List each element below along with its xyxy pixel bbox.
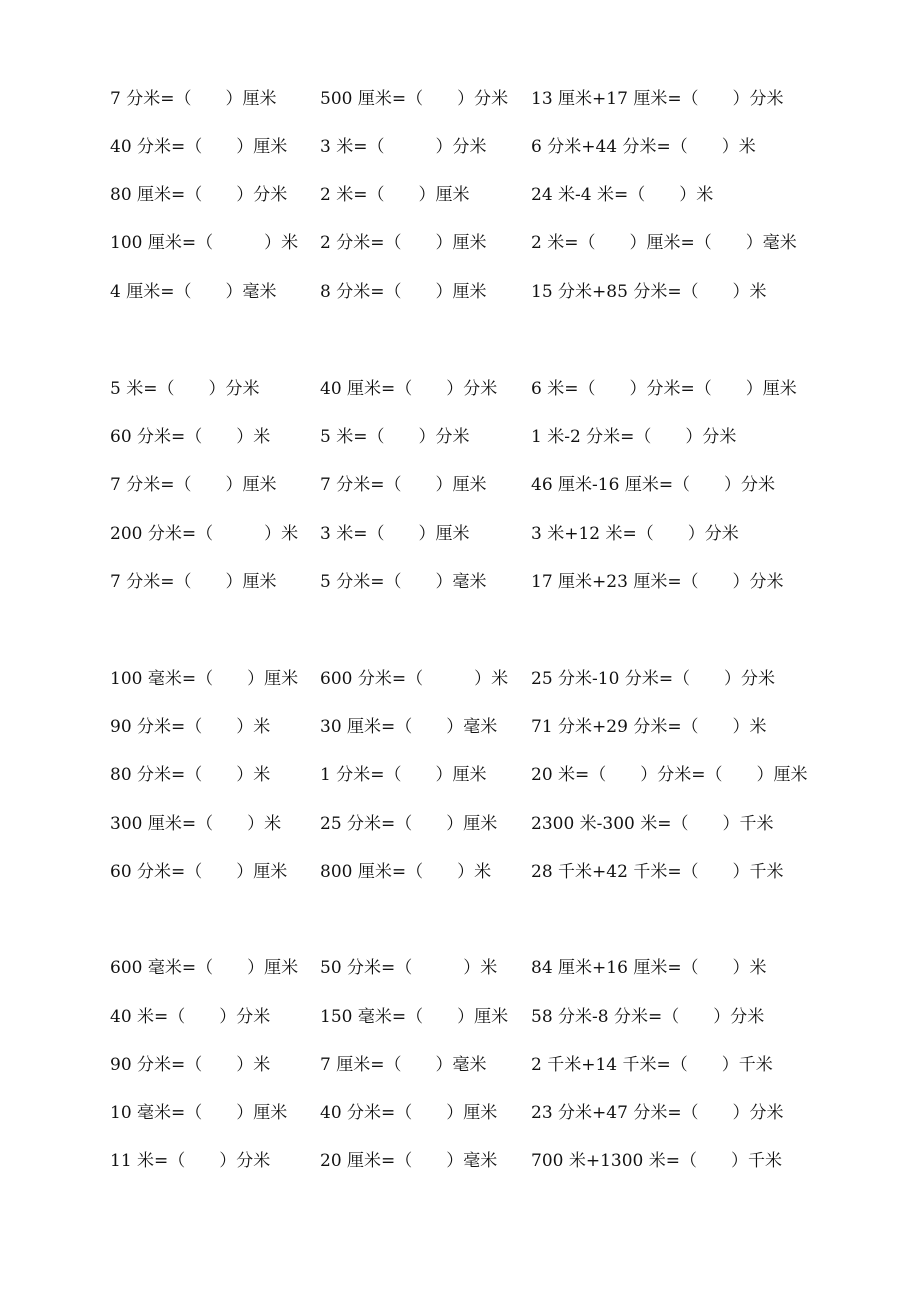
- problem-item: 90 分米=（ ）米: [110, 1055, 271, 1075]
- problem-row: [0, 1050, 920, 1080]
- problem-row: [0, 567, 920, 597]
- problem-item: 90 分米=（ ）米: [110, 717, 271, 737]
- problem-row: [0, 953, 920, 983]
- problem-item: 7 分米=（ ）厘米: [110, 89, 277, 109]
- problem-item: 28 千米+42 千米=（ ）千米: [531, 862, 784, 882]
- problem-item: 25 分米-10 分米=（ ）分米: [531, 669, 776, 689]
- problem-item: 150 毫米=（ ）厘米: [320, 1007, 509, 1027]
- problem-item: 7 分米=（ ）厘米: [110, 475, 277, 495]
- problem-item: 23 分米+47 分米=（ ）分米: [531, 1103, 784, 1123]
- problem-row: [0, 180, 920, 210]
- problem-row: [0, 760, 920, 790]
- problem-row: [0, 809, 920, 839]
- problem-item: 17 厘米+23 厘米=（ ）分米: [531, 572, 784, 592]
- problem-row: [0, 277, 920, 307]
- problem-item: 2300 米-300 米=（ ）千米: [531, 814, 774, 834]
- problem-item: 2 千米+14 千米=（ ）千米: [531, 1055, 773, 1075]
- problem-item: 11 米=（ ）分米: [110, 1151, 271, 1171]
- problem-item: 80 厘米=（ ）分米: [110, 185, 288, 205]
- problem-row: [0, 712, 920, 742]
- problem-item: 20 厘米=（ ）毫米: [320, 1151, 498, 1171]
- problem-item: 100 厘米=（ ）米: [110, 233, 299, 253]
- problem-row: [0, 519, 920, 549]
- problem-row: [0, 857, 920, 887]
- problem-item: 5 分米=（ ）毫米: [320, 572, 487, 592]
- problem-row: [0, 664, 920, 694]
- problem-row: [0, 1002, 920, 1032]
- problem-item: 7 分米=（ ）厘米: [320, 475, 487, 495]
- problem-item: 800 厘米=（ ）米: [320, 862, 492, 882]
- problem-item: 6 米=（ ）分米=（ ）厘米: [531, 379, 797, 399]
- problem-item: 2 米=（ ）厘米=（ ）毫米: [531, 233, 797, 253]
- problem-item: 40 米=（ ）分米: [110, 1007, 271, 1027]
- problem-row: [0, 84, 920, 114]
- problem-item: 3 米=（ ）厘米: [320, 524, 470, 544]
- problem-item: 25 分米=（ ）厘米: [320, 814, 498, 834]
- problem-item: 80 分米=（ ）米: [110, 765, 271, 785]
- problem-item: 10 毫米=（ ）厘米: [110, 1103, 288, 1123]
- problem-item: 6 分米+44 分米=（ ）米: [531, 137, 756, 157]
- problem-item: 5 米=（ ）分米: [320, 427, 470, 447]
- problem-item: 58 分米-8 分米=（ ）分米: [531, 1007, 765, 1027]
- problem-item: 600 分米=（ ）米: [320, 669, 509, 689]
- problem-row: [0, 132, 920, 162]
- problem-item: 7 厘米=（ ）毫米: [320, 1055, 487, 1075]
- problem-item: 40 分米=（ ）厘米: [320, 1103, 498, 1123]
- problem-item: 600 毫米=（ ）厘米: [110, 958, 299, 978]
- problem-item: 3 米+12 米=（ ）分米: [531, 524, 739, 544]
- problem-row: [0, 228, 920, 258]
- problem-item: 700 米+1300 米=（ ）千米: [531, 1151, 783, 1171]
- problem-row: [0, 1098, 920, 1128]
- problem-item: 15 分米+85 分米=（ ）米: [531, 282, 767, 302]
- problem-row: [0, 422, 920, 452]
- problem-item: 100 毫米=（ ）厘米: [110, 669, 299, 689]
- problem-item: 40 厘米=（ ）分米: [320, 379, 498, 399]
- problem-item: 500 厘米=（ ）分米: [320, 89, 509, 109]
- problem-item: 71 分米+29 分米=（ ）米: [531, 717, 767, 737]
- problem-item: 200 分米=（ ）米: [110, 524, 299, 544]
- problem-item: 2 分米=（ ）厘米: [320, 233, 487, 253]
- problem-item: 7 分米=（ ）厘米: [110, 572, 277, 592]
- problem-item: 5 米=（ ）分米: [110, 379, 260, 399]
- problem-row: [0, 1146, 920, 1176]
- problem-item: 84 厘米+16 厘米=（ ）米: [531, 958, 767, 978]
- problem-row: [0, 470, 920, 500]
- problem-item: 46 厘米-16 厘米=（ ）分米: [531, 475, 776, 495]
- problem-item: 300 厘米=（ ）米: [110, 814, 282, 834]
- problem-item: 4 厘米=（ ）毫米: [110, 282, 277, 302]
- problem-item: 60 分米=（ ）厘米: [110, 862, 288, 882]
- problem-item: 13 厘米+17 厘米=（ ）分米: [531, 89, 784, 109]
- problem-item: 1 米-2 分米=（ ）分米: [531, 427, 737, 447]
- problem-item: 3 米=（ ）分米: [320, 137, 487, 157]
- problem-item: 24 米-4 米=（ ）米: [531, 185, 714, 205]
- problem-item: 40 分米=（ ）厘米: [110, 137, 288, 157]
- problem-item: 50 分米=（ ）米: [320, 958, 498, 978]
- problem-item: 1 分米=（ ）厘米: [320, 765, 487, 785]
- problem-item: 60 分米=（ ）米: [110, 427, 271, 447]
- problem-item: 30 厘米=（ ）毫米: [320, 717, 498, 737]
- problem-item: 20 米=（ ）分米=（ ）厘米: [531, 765, 808, 785]
- problem-item: 8 分米=（ ）厘米: [320, 282, 487, 302]
- problem-row: [0, 374, 920, 404]
- problem-item: 2 米=（ ）厘米: [320, 185, 470, 205]
